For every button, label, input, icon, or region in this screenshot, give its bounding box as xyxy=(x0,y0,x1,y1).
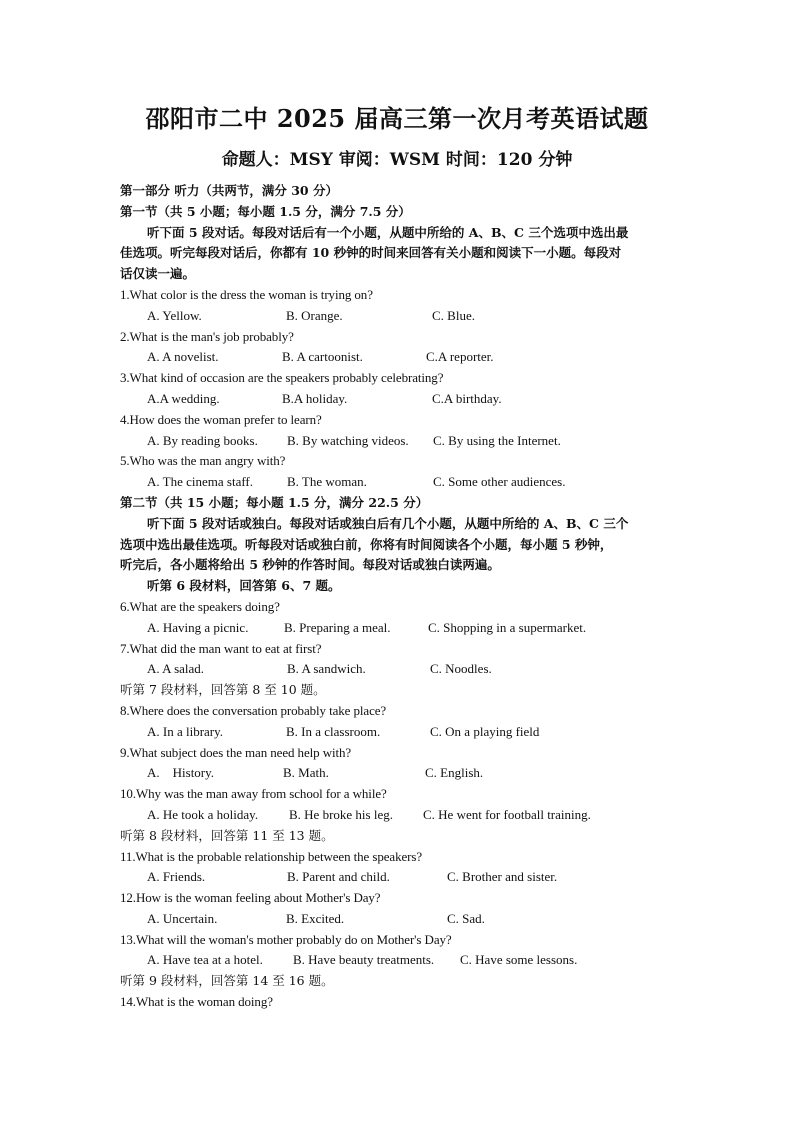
question-2: 2.What is the man's job probably? xyxy=(120,328,294,344)
option-c: C. Sad. xyxy=(447,910,485,926)
option-b: B.A holiday. xyxy=(282,390,348,406)
question-5: 5.Who was the man angry with? xyxy=(120,453,286,469)
option-c: C.A reporter. xyxy=(426,349,494,365)
question-13: 13.What will the woman's mother probably do on Mother's Day? xyxy=(120,931,452,947)
option-c: C. Brother and sister. xyxy=(447,869,558,885)
option-b: B. Math. xyxy=(283,765,329,781)
section2-instructions-line1: 听下面 5 段对话或独白。每段对话或独白后有几个小题，从题中所给的 A、B、C 三个 xyxy=(147,515,629,531)
option-a: A. A novelist. xyxy=(147,349,219,365)
question-10: 10.Why was the man away from school for a while? xyxy=(120,786,387,802)
question-4: 4.How does the woman prefer to learn? xyxy=(120,411,322,427)
option-b: B. He broke his leg. xyxy=(289,806,393,822)
option-b: B. By watching videos. xyxy=(287,432,409,448)
option-b: B. A cartoonist. xyxy=(282,349,363,365)
option-b: B. A sandwich. xyxy=(287,661,366,677)
section1-instructions-line3: 话仅读一遍。 xyxy=(120,266,196,282)
option-c: C. Some other audiences. xyxy=(433,474,566,490)
option-b: B. Preparing a meal. xyxy=(284,619,391,635)
question-4-options xyxy=(120,431,680,452)
option-a: A. Having a picnic. xyxy=(147,619,249,635)
section1-heading: 第一节（共 5 小题；每小题 1.5 分，满分 7.5 分） xyxy=(120,203,411,219)
exam-content xyxy=(120,181,680,1013)
section1-instructions-line2: 佳选项。听完每段对话后，你都有 10 秒钟的时间来回答有关小题和阅读下一小题。每段对 xyxy=(120,245,622,261)
question-8-options xyxy=(120,722,680,743)
option-b: B. Orange. xyxy=(286,307,343,323)
question-11-options xyxy=(120,867,680,888)
section2-instructions-line3: 听完后，各小题将给出 5 秒钟的作答时间。每段对话或独白读两遍。 xyxy=(120,557,500,573)
option-b: B. Excited. xyxy=(286,910,345,926)
option-a: A. History. xyxy=(147,765,215,781)
option-b: B. In a classroom. xyxy=(286,723,381,739)
option-a: A. Have tea at a hotel. xyxy=(147,952,263,968)
question-1: 1.What color is the dress the woman is trying on? xyxy=(120,286,373,302)
question-1-options xyxy=(120,306,680,327)
option-c: C. English. xyxy=(425,765,484,781)
question-2-options xyxy=(120,347,680,368)
option-a: A. He took a holiday. xyxy=(147,806,259,822)
question-6-options xyxy=(120,618,680,639)
option-b: B. The woman. xyxy=(287,474,367,490)
option-c: C. He went for football training. xyxy=(423,806,591,822)
option-c: C.A birthday. xyxy=(432,390,502,406)
option-c: C. Shopping in a supermarket. xyxy=(428,619,587,635)
option-a: A. By reading books. xyxy=(147,432,258,448)
question-3: 3.What kind of occasion are the speakers probably celebrating? xyxy=(120,370,444,386)
option-a: A. Yellow. xyxy=(147,307,202,323)
option-b: B. Parent and child. xyxy=(287,869,390,885)
part1-heading: 第一部分 听力（共两节，满分 30 分） xyxy=(120,183,338,198)
question-7: 7.What did the man want to eat at first? xyxy=(120,640,322,656)
material-6-heading: 听第 6 段材料，回答第 6、7 题。 xyxy=(147,578,341,594)
option-c: C. Have some lessons. xyxy=(460,952,578,968)
question-5-options xyxy=(120,472,680,493)
exam-title: 邵阳市二中 2025 届高三第一次月考英语试题 xyxy=(145,104,649,133)
question-3-options xyxy=(120,389,680,410)
question-9: 9.What subject does the man need help with? xyxy=(120,744,352,760)
option-a: A.A wedding. xyxy=(147,390,220,406)
question-7-options xyxy=(120,659,680,680)
question-13-options xyxy=(120,950,680,971)
question-14: 14.What is the woman doing? xyxy=(120,994,273,1010)
material-8-heading: 听第 8 段材料，回答第 11 至 13 题。 xyxy=(120,827,334,843)
question-10-options xyxy=(120,805,680,826)
option-a: A. Friends. xyxy=(147,869,206,885)
question-8: 8.Where does the conversation probably take place? xyxy=(120,702,387,718)
option-c: C. On a playing field xyxy=(430,723,540,739)
exam-subtitle: 命题人：MSY 审阅：WSM 时间：120 分钟 xyxy=(221,150,573,170)
option-c: C. Noodles. xyxy=(430,661,492,677)
option-c: C. By using the Internet. xyxy=(433,432,561,448)
question-11: 11.What is the probable relationship between the speakers? xyxy=(120,848,422,864)
option-a: A. In a library. xyxy=(147,723,224,739)
section2-heading: 第二节（共 15 小题；每小题 1.5 分，满分 22.5 分） xyxy=(120,494,429,510)
question-6: 6.What are the speakers doing? xyxy=(120,598,280,614)
material-9-heading: 听第 9 段材料，回答第 14 至 16 题。 xyxy=(120,973,334,989)
section2-instructions-line2: 选项中选出最佳选项。听每段对话或独白前，你将有时间阅读各个小题，每小题 5 秒钟， xyxy=(120,536,613,552)
material-7-heading: 听第 7 段材料，回答第 8 至 10 题。 xyxy=(120,682,326,698)
option-a: A. The cinema staff. xyxy=(147,474,254,490)
question-12: 12.How is the woman feeling about Mother's Day? xyxy=(120,890,381,906)
question-9-options xyxy=(120,763,680,784)
question-12-options xyxy=(120,909,680,930)
option-a: A. A salad. xyxy=(147,661,205,677)
option-b: B. Have beauty treatments. xyxy=(293,952,435,968)
section1-instructions-line1: 听下面 5 段对话。每段对话后有一个小题，从题中所给的 A、B、C 三个选项中选出最 xyxy=(147,224,629,240)
option-a: A. Uncertain. xyxy=(147,910,218,926)
option-c: C. Blue. xyxy=(432,307,475,323)
